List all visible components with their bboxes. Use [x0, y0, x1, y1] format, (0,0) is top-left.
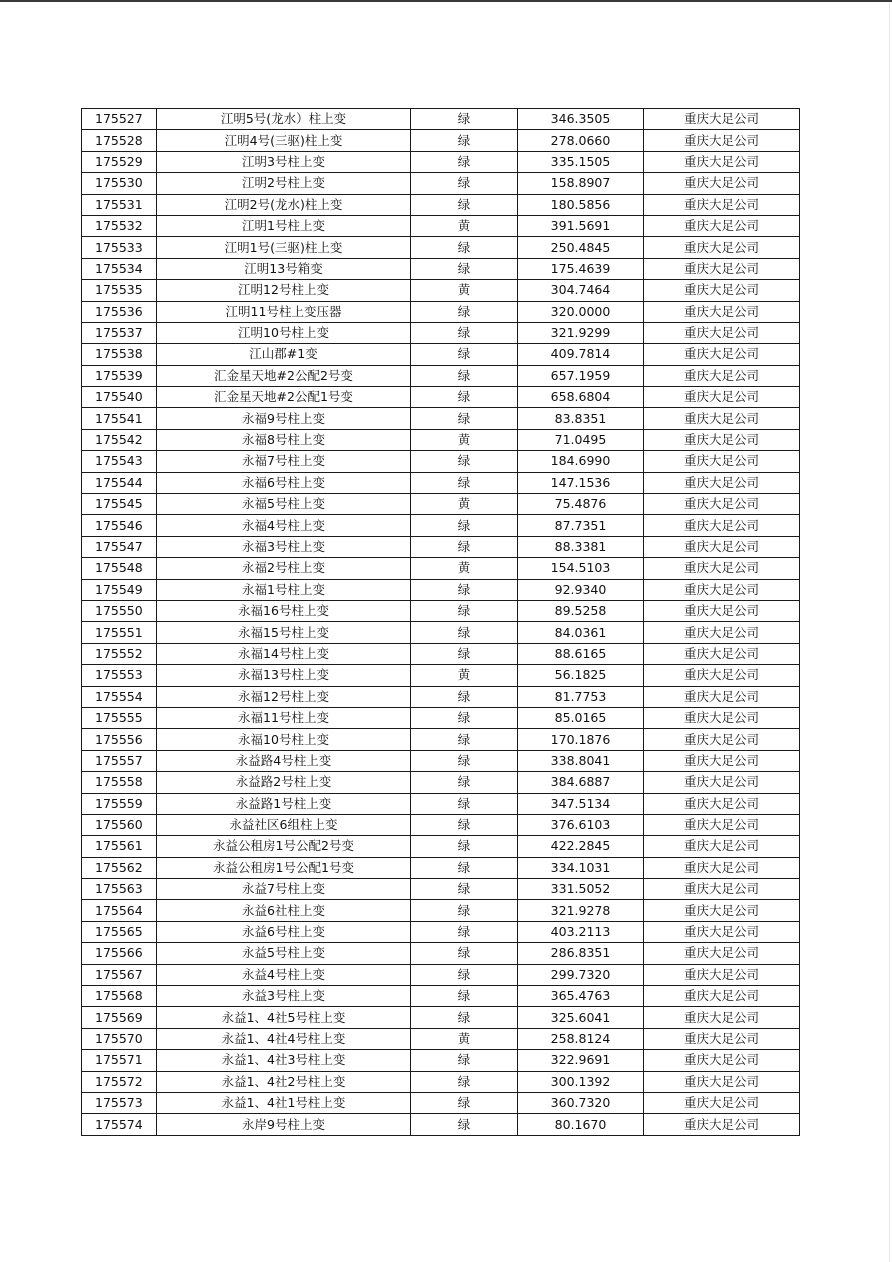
cell-id: 175543: [82, 451, 157, 472]
cell-name: 江明11号柱上变压器: [157, 301, 411, 322]
transformer-table: [81, 108, 800, 1136]
table-row: [82, 729, 800, 750]
cell-company: 重庆大足公司: [644, 429, 800, 450]
cell-status: 绿: [411, 408, 518, 429]
cell-id: 175534: [82, 258, 157, 279]
cell-status: 绿: [411, 772, 518, 793]
cell-name: 永益公租房1号公配1号变: [157, 857, 411, 878]
cell-company: 重庆大足公司: [644, 900, 800, 921]
cell-company: 重庆大足公司: [644, 964, 800, 985]
cell-name: 永福8号柱上变: [157, 429, 411, 450]
cell-status: 绿: [411, 515, 518, 536]
table-row: [82, 365, 800, 386]
table-row: [82, 1028, 800, 1049]
table-row: [82, 1071, 800, 1092]
cell-value: 304.7464: [518, 280, 644, 301]
cell-id: 175569: [82, 1007, 157, 1028]
cell-value: 331.5052: [518, 879, 644, 900]
cell-company: 重庆大足公司: [644, 1050, 800, 1071]
cell-value: 75.4876: [518, 494, 644, 515]
cell-status: 绿: [411, 173, 518, 194]
cell-company: 重庆大足公司: [644, 921, 800, 942]
table-row: [82, 215, 800, 236]
cell-company: 重庆大足公司: [644, 622, 800, 643]
cell-status: 绿: [411, 814, 518, 835]
cell-company: 重庆大足公司: [644, 986, 800, 1007]
table-row: [82, 194, 800, 215]
cell-status: 黄: [411, 215, 518, 236]
cell-status: 绿: [411, 1071, 518, 1092]
cell-value: 391.5691: [518, 215, 644, 236]
cell-company: 重庆大足公司: [644, 322, 800, 343]
table-row: [82, 515, 800, 536]
cell-id: 175554: [82, 686, 157, 707]
cell-company: 重庆大足公司: [644, 237, 800, 258]
table-row: [82, 151, 800, 172]
table-row: [82, 857, 800, 878]
table-row: [82, 686, 800, 707]
cell-name: 永福7号柱上变: [157, 451, 411, 472]
cell-value: 335.1505: [518, 151, 644, 172]
cell-value: 88.3381: [518, 536, 644, 557]
cell-value: 170.1876: [518, 729, 644, 750]
page-top-rule: [0, 0, 892, 2]
cell-status: 绿: [411, 472, 518, 493]
cell-value: 278.0660: [518, 130, 644, 151]
cell-name: 永益4号柱上变: [157, 964, 411, 985]
cell-value: 258.8124: [518, 1028, 644, 1049]
cell-id: 175560: [82, 814, 157, 835]
cell-value: 658.6804: [518, 387, 644, 408]
cell-id: 175571: [82, 1050, 157, 1071]
cell-status: 绿: [411, 943, 518, 964]
cell-id: 175566: [82, 943, 157, 964]
table-row: [82, 536, 800, 557]
cell-status: 绿: [411, 707, 518, 728]
cell-company: 重庆大足公司: [644, 665, 800, 686]
cell-company: 重庆大足公司: [644, 1114, 800, 1135]
cell-status: 绿: [411, 729, 518, 750]
table-row: [82, 600, 800, 621]
cell-value: 85.0165: [518, 707, 644, 728]
cell-id: 175540: [82, 387, 157, 408]
cell-name: 永岸9号柱上变: [157, 1114, 411, 1135]
cell-id: 175545: [82, 494, 157, 515]
cell-status: 绿: [411, 579, 518, 600]
cell-status: 绿: [411, 109, 518, 130]
cell-value: 322.9691: [518, 1050, 644, 1071]
cell-company: 重庆大足公司: [644, 365, 800, 386]
table-row: [82, 643, 800, 664]
table-row: [82, 301, 800, 322]
cell-id: 175542: [82, 429, 157, 450]
table-row: [82, 451, 800, 472]
table-row: [82, 130, 800, 151]
cell-name: 江明12号柱上变: [157, 280, 411, 301]
cell-id: 175574: [82, 1114, 157, 1135]
cell-id: 175561: [82, 836, 157, 857]
cell-company: 重庆大足公司: [644, 643, 800, 664]
table-row: [82, 579, 800, 600]
cell-id: 175527: [82, 109, 157, 130]
cell-name: 永益公租房1号公配2号变: [157, 836, 411, 857]
cell-id: 175553: [82, 665, 157, 686]
cell-status: 绿: [411, 900, 518, 921]
cell-status: 绿: [411, 258, 518, 279]
cell-status: 绿: [411, 237, 518, 258]
cell-company: 重庆大足公司: [644, 1028, 800, 1049]
table-row: [82, 921, 800, 942]
cell-company: 重庆大足公司: [644, 814, 800, 835]
cell-status: 绿: [411, 322, 518, 343]
cell-id: 175546: [82, 515, 157, 536]
cell-status: 绿: [411, 964, 518, 985]
cell-status: 绿: [411, 857, 518, 878]
table-row: [82, 1007, 800, 1028]
cell-company: 重庆大足公司: [644, 472, 800, 493]
cell-id: 175533: [82, 237, 157, 258]
cell-id: 175570: [82, 1028, 157, 1049]
table-row: [82, 472, 800, 493]
cell-status: 绿: [411, 836, 518, 857]
cell-value: 83.8351: [518, 408, 644, 429]
cell-value: 184.6990: [518, 451, 644, 472]
cell-name: 永益路1号柱上变: [157, 793, 411, 814]
cell-value: 80.1670: [518, 1114, 644, 1135]
cell-value: 84.0361: [518, 622, 644, 643]
cell-id: 175539: [82, 365, 157, 386]
cell-status: 绿: [411, 1007, 518, 1028]
cell-name: 江明1号(三驱)柱上变: [157, 237, 411, 258]
cell-name: 永福3号柱上变: [157, 536, 411, 557]
cell-name: 永福14号柱上变: [157, 643, 411, 664]
cell-name: 汇金星天地#2公配2号变: [157, 365, 411, 386]
table-row: [82, 408, 800, 429]
cell-name: 江明4号(三驱)柱上变: [157, 130, 411, 151]
cell-name: 永益路4号柱上变: [157, 750, 411, 771]
cell-id: 175541: [82, 408, 157, 429]
table-row: [82, 494, 800, 515]
cell-id: 175547: [82, 536, 157, 557]
cell-status: 绿: [411, 194, 518, 215]
cell-value: 657.1959: [518, 365, 644, 386]
cell-status: 绿: [411, 536, 518, 557]
cell-company: 重庆大足公司: [644, 215, 800, 236]
table-row: [82, 879, 800, 900]
cell-company: 重庆大足公司: [644, 579, 800, 600]
cell-id: 175565: [82, 921, 157, 942]
table-row: [82, 1092, 800, 1113]
cell-name: 永益7号柱上变: [157, 879, 411, 900]
cell-company: 重庆大足公司: [644, 600, 800, 621]
cell-id: 175538: [82, 344, 157, 365]
cell-status: 绿: [411, 130, 518, 151]
cell-company: 重庆大足公司: [644, 151, 800, 172]
cell-id: 175563: [82, 879, 157, 900]
cell-company: 重庆大足公司: [644, 109, 800, 130]
cell-name: 永益1、4社5号柱上变: [157, 1007, 411, 1028]
cell-company: 重庆大足公司: [644, 344, 800, 365]
cell-company: 重庆大足公司: [644, 301, 800, 322]
cell-id: 175573: [82, 1092, 157, 1113]
cell-status: 绿: [411, 879, 518, 900]
table-row: [82, 900, 800, 921]
cell-status: 黄: [411, 429, 518, 450]
cell-name: 永福16号柱上变: [157, 600, 411, 621]
cell-name: 江山郡#1变: [157, 344, 411, 365]
cell-name: 永益社区6组柱上变: [157, 814, 411, 835]
cell-id: 175536: [82, 301, 157, 322]
cell-value: 365.4763: [518, 986, 644, 1007]
table-row: [82, 986, 800, 1007]
cell-name: 永福4号柱上变: [157, 515, 411, 536]
table-row: [82, 814, 800, 835]
table-row: [82, 836, 800, 857]
cell-company: 重庆大足公司: [644, 258, 800, 279]
cell-company: 重庆大足公司: [644, 387, 800, 408]
cell-status: 绿: [411, 686, 518, 707]
cell-company: 重庆大足公司: [644, 515, 800, 536]
cell-id: 175528: [82, 130, 157, 151]
cell-company: 重庆大足公司: [644, 772, 800, 793]
cell-name: 永益5号柱上变: [157, 943, 411, 964]
cell-value: 154.5103: [518, 558, 644, 579]
cell-status: 黄: [411, 1028, 518, 1049]
cell-company: 重庆大足公司: [644, 173, 800, 194]
table-row: [82, 707, 800, 728]
cell-value: 325.6041: [518, 1007, 644, 1028]
cell-id: 175572: [82, 1071, 157, 1092]
cell-id: 175552: [82, 643, 157, 664]
cell-status: 绿: [411, 1092, 518, 1113]
cell-value: 321.9299: [518, 322, 644, 343]
cell-id: 175555: [82, 707, 157, 728]
table-row: [82, 387, 800, 408]
table-row: [82, 1114, 800, 1135]
cell-value: 88.6165: [518, 643, 644, 664]
cell-id: 175537: [82, 322, 157, 343]
cell-status: 绿: [411, 750, 518, 771]
cell-value: 347.5134: [518, 793, 644, 814]
cell-id: 175544: [82, 472, 157, 493]
cell-id: 175551: [82, 622, 157, 643]
cell-value: 384.6887: [518, 772, 644, 793]
cell-value: 158.8907: [518, 173, 644, 194]
cell-id: 175531: [82, 194, 157, 215]
cell-name: 永福1号柱上变: [157, 579, 411, 600]
cell-id: 175532: [82, 215, 157, 236]
cell-value: 250.4845: [518, 237, 644, 258]
cell-name: 永福9号柱上变: [157, 408, 411, 429]
cell-status: 绿: [411, 344, 518, 365]
cell-value: 180.5856: [518, 194, 644, 215]
cell-name: 江明5号(龙水）柱上变: [157, 109, 411, 130]
cell-status: 绿: [411, 301, 518, 322]
cell-company: 重庆大足公司: [644, 1071, 800, 1092]
cell-value: 320.0000: [518, 301, 644, 322]
cell-status: 绿: [411, 451, 518, 472]
cell-company: 重庆大足公司: [644, 793, 800, 814]
table-row: [82, 793, 800, 814]
cell-status: 绿: [411, 151, 518, 172]
cell-company: 重庆大足公司: [644, 857, 800, 878]
table-row: [82, 429, 800, 450]
cell-company: 重庆大足公司: [644, 536, 800, 557]
table-row: [82, 173, 800, 194]
cell-company: 重庆大足公司: [644, 558, 800, 579]
cell-value: 175.4639: [518, 258, 644, 279]
cell-status: 绿: [411, 600, 518, 621]
cell-id: 175559: [82, 793, 157, 814]
cell-company: 重庆大足公司: [644, 280, 800, 301]
cell-value: 338.8041: [518, 750, 644, 771]
cell-name: 永益1、4社3号柱上变: [157, 1050, 411, 1071]
cell-name: 永福13号柱上变: [157, 665, 411, 686]
cell-name: 永福2号柱上变: [157, 558, 411, 579]
cell-value: 286.8351: [518, 943, 644, 964]
table-row: [82, 772, 800, 793]
cell-id: 175530: [82, 173, 157, 194]
table-row: [82, 344, 800, 365]
table-row: [82, 258, 800, 279]
cell-name: 永福6号柱上变: [157, 472, 411, 493]
cell-name: 江明2号柱上变: [157, 173, 411, 194]
cell-value: 147.1536: [518, 472, 644, 493]
cell-name: 永福15号柱上变: [157, 622, 411, 643]
cell-value: 321.9278: [518, 900, 644, 921]
cell-status: 绿: [411, 1114, 518, 1135]
cell-status: 绿: [411, 387, 518, 408]
table-row: [82, 322, 800, 343]
cell-company: 重庆大足公司: [644, 836, 800, 857]
cell-id: 175529: [82, 151, 157, 172]
cell-name: 江明13号箱变: [157, 258, 411, 279]
cell-value: 376.6103: [518, 814, 644, 835]
cell-value: 360.7320: [518, 1092, 644, 1113]
cell-value: 346.3505: [518, 109, 644, 130]
cell-id: 175562: [82, 857, 157, 878]
table-row: [82, 750, 800, 771]
cell-status: 绿: [411, 986, 518, 1007]
cell-company: 重庆大足公司: [644, 879, 800, 900]
cell-name: 汇金星天地#2公配1号变: [157, 387, 411, 408]
cell-company: 重庆大足公司: [644, 194, 800, 215]
cell-id: 175568: [82, 986, 157, 1007]
cell-company: 重庆大足公司: [644, 943, 800, 964]
cell-company: 重庆大足公司: [644, 1007, 800, 1028]
table-row: [82, 665, 800, 686]
cell-status: 绿: [411, 622, 518, 643]
cell-value: 334.1031: [518, 857, 644, 878]
cell-value: 81.7753: [518, 686, 644, 707]
cell-id: 175557: [82, 750, 157, 771]
cell-name: 永益1、4社1号柱上变: [157, 1092, 411, 1113]
cell-status: 绿: [411, 643, 518, 664]
cell-id: 175548: [82, 558, 157, 579]
cell-id: 175567: [82, 964, 157, 985]
cell-company: 重庆大足公司: [644, 408, 800, 429]
cell-status: 黄: [411, 280, 518, 301]
cell-id: 175549: [82, 579, 157, 600]
cell-id: 175550: [82, 600, 157, 621]
cell-name: 永益6号柱上变: [157, 921, 411, 942]
cell-status: 绿: [411, 365, 518, 386]
cell-company: 重庆大足公司: [644, 1092, 800, 1113]
cell-name: 江明10号柱上变: [157, 322, 411, 343]
table-row: [82, 964, 800, 985]
cell-company: 重庆大足公司: [644, 707, 800, 728]
table-row: [82, 558, 800, 579]
table-row: [82, 280, 800, 301]
cell-company: 重庆大足公司: [644, 494, 800, 515]
cell-value: 300.1392: [518, 1071, 644, 1092]
cell-company: 重庆大足公司: [644, 686, 800, 707]
cell-status: 绿: [411, 793, 518, 814]
cell-name: 永益6社柱上变: [157, 900, 411, 921]
cell-company: 重庆大足公司: [644, 451, 800, 472]
cell-value: 87.7351: [518, 515, 644, 536]
cell-name: 永益3号柱上变: [157, 986, 411, 1007]
cell-name: 永益路2号柱上变: [157, 772, 411, 793]
cell-value: 71.0495: [518, 429, 644, 450]
cell-value: 56.1825: [518, 665, 644, 686]
table-row: [82, 943, 800, 964]
cell-id: 175558: [82, 772, 157, 793]
cell-name: 永福11号柱上变: [157, 707, 411, 728]
cell-status: 绿: [411, 1050, 518, 1071]
table-body: [82, 109, 800, 1136]
cell-status: 黄: [411, 665, 518, 686]
cell-name: 永福10号柱上变: [157, 729, 411, 750]
cell-company: 重庆大足公司: [644, 729, 800, 750]
cell-company: 重庆大足公司: [644, 130, 800, 151]
cell-value: 89.5258: [518, 600, 644, 621]
table-row: [82, 109, 800, 130]
cell-value: 92.9340: [518, 579, 644, 600]
cell-status: 黄: [411, 494, 518, 515]
cell-status: 绿: [411, 921, 518, 942]
cell-id: 175556: [82, 729, 157, 750]
cell-name: 永益1、4社2号柱上变: [157, 1071, 411, 1092]
cell-name: 江明1号柱上变: [157, 215, 411, 236]
cell-id: 175564: [82, 900, 157, 921]
cell-name: 永福12号柱上变: [157, 686, 411, 707]
cell-value: 403.2113: [518, 921, 644, 942]
cell-value: 422.2845: [518, 836, 644, 857]
cell-name: 江明2号(龙水)柱上变: [157, 194, 411, 215]
cell-name: 江明3号柱上变: [157, 151, 411, 172]
cell-name: 永福5号柱上变: [157, 494, 411, 515]
cell-status: 黄: [411, 558, 518, 579]
cell-value: 409.7814: [518, 344, 644, 365]
cell-value: 299.7320: [518, 964, 644, 985]
table-row: [82, 622, 800, 643]
cell-name: 永益1、4社4号柱上变: [157, 1028, 411, 1049]
table-row: [82, 237, 800, 258]
page-right-edge: [889, 2, 890, 1262]
cell-company: 重庆大足公司: [644, 750, 800, 771]
cell-id: 175535: [82, 280, 157, 301]
table-row: [82, 1050, 800, 1071]
